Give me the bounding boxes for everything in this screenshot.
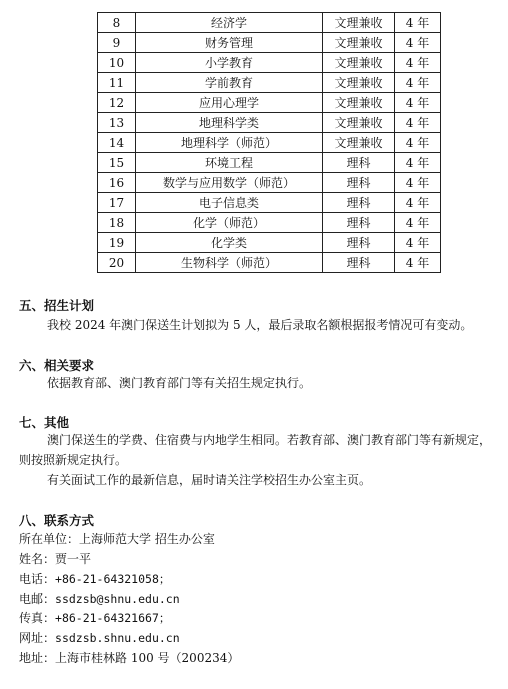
major-name-cell: 学前教育 [136,73,323,93]
major-name-cell: 数学与应用数学（师范） [136,173,323,193]
majors-table [97,12,441,273]
contact-phone [19,571,170,587]
table-row [98,253,441,273]
major-years-cell: 4 年 [395,173,441,193]
major-no-cell: 18 [98,213,136,233]
contact-unit [19,531,215,547]
table-row [98,53,441,73]
major-category-cell: 理科 [323,193,395,213]
major-category-cell: 文理兼收 [323,93,395,113]
contact-phone-value: +86-21-64321058； [55,572,171,586]
requirements-text: 依据教育部、澳门教育部门等有关招生规定执行。 [47,376,312,390]
table-row [98,73,441,93]
section-title-requirements: 六、相关要求 [19,358,95,373]
major-category-cell: 文理兼收 [323,13,395,33]
major-category-cell: 理科 [323,253,395,273]
major-category-cell: 文理兼收 [323,73,395,93]
major-name-cell: 地理科学类 [136,113,323,133]
table-row [98,113,441,133]
major-category-cell: 文理兼收 [323,53,395,73]
major-category-cell: 理科 [323,153,395,173]
major-no-cell: 19 [98,233,136,253]
major-name-cell: 经济学 [136,13,323,33]
contact-email-label: 电邮： [19,592,56,606]
major-years-cell: 4 年 [395,253,441,273]
section-title-contact: 八、联系方式 [19,513,95,528]
contact-address-value: 上海市桂林路 100 号（200234） [55,651,240,665]
major-years-cell: 4 年 [395,133,441,153]
contact-fax-value: +86-21-64321667； [55,611,171,625]
contact-name-value: 贾一平 [55,552,92,566]
contact-address [19,650,239,666]
contact-address-label: 地址： [19,651,56,665]
table-row [98,193,441,213]
major-years-cell: 4 年 [395,93,441,113]
major-years-cell: 4 年 [395,53,441,73]
table-row [98,173,441,193]
major-no-cell: 13 [98,113,136,133]
major-no-cell: 16 [98,173,136,193]
contact-name-label: 姓名： [19,552,56,566]
table-row [98,33,441,53]
major-name-cell: 化学类 [136,233,323,253]
major-no-cell: 12 [98,93,136,113]
major-category-cell: 文理兼收 [323,113,395,133]
table-row [98,213,441,233]
contact-website-label: 网址： [19,631,56,645]
major-no-cell: 17 [98,193,136,213]
other-text-2: 有关面试工作的最新信息，届时请关注学校招生办公室主页。 [47,473,372,487]
major-years-cell: 4 年 [395,73,441,93]
plan-text: 我校 2024 年澳门保送生计划拟为 5 人，最后录取名额根据报考情况可有变动。 [47,318,473,332]
major-years-cell: 4 年 [395,33,441,53]
major-no-cell: 8 [98,13,136,33]
contact-email-link[interactable]: ssdzsb@shnu.edu.cn [55,592,180,606]
major-name-cell: 财务管理 [136,33,323,53]
major-category-cell: 理科 [323,213,395,233]
major-name-cell: 电子信息类 [136,193,323,213]
major-category-cell: 理科 [323,233,395,253]
major-name-cell: 生物科学（师范） [136,253,323,273]
major-no-cell: 20 [98,253,136,273]
major-name-cell: 环境工程 [136,153,323,173]
majors-table-body [98,13,441,273]
table-row [98,233,441,253]
contact-fax-label: 传真： [19,611,56,625]
major-name-cell: 地理科学（师范） [136,133,323,153]
major-years-cell: 4 年 [395,153,441,173]
major-no-cell: 9 [98,33,136,53]
contact-unit-label: 所在单位： [19,532,80,546]
major-no-cell: 15 [98,153,136,173]
major-no-cell: 14 [98,133,136,153]
contact-website-link[interactable]: ssdzsb.shnu.edu.cn [55,631,180,645]
table-row [98,153,441,173]
major-years-cell: 4 年 [395,13,441,33]
table-row [98,13,441,33]
contact-phone-label: 电话： [19,572,56,586]
contact-name [19,551,91,567]
contact-email [19,591,180,607]
major-years-cell: 4 年 [395,193,441,213]
table-row [98,93,441,113]
contact-fax [19,610,170,626]
major-category-cell: 理科 [323,173,395,193]
major-category-cell: 文理兼收 [323,33,395,53]
major-years-cell: 4 年 [395,113,441,133]
major-name-cell: 小学教育 [136,53,323,73]
table-row [98,133,441,153]
other-text-1: 澳门保送生的学费、住宿费与内地学生相同。若教育部、澳门教育部门等有新规定，则按照新规定执行。 [19,433,492,467]
major-no-cell: 11 [98,73,136,93]
major-name-cell: 应用心理学 [136,93,323,113]
major-years-cell: 4 年 [395,233,441,253]
major-years-cell: 4 年 [395,213,441,233]
major-category-cell: 文理兼收 [323,133,395,153]
major-name-cell: 化学（师范） [136,213,323,233]
contact-unit-value: 上海师范大学 招生办公室 [79,532,215,546]
contact-website [19,630,180,646]
section-title-other: 七、其他 [19,415,70,430]
section-title-plan: 五、招生计划 [19,298,95,313]
major-no-cell: 10 [98,53,136,73]
